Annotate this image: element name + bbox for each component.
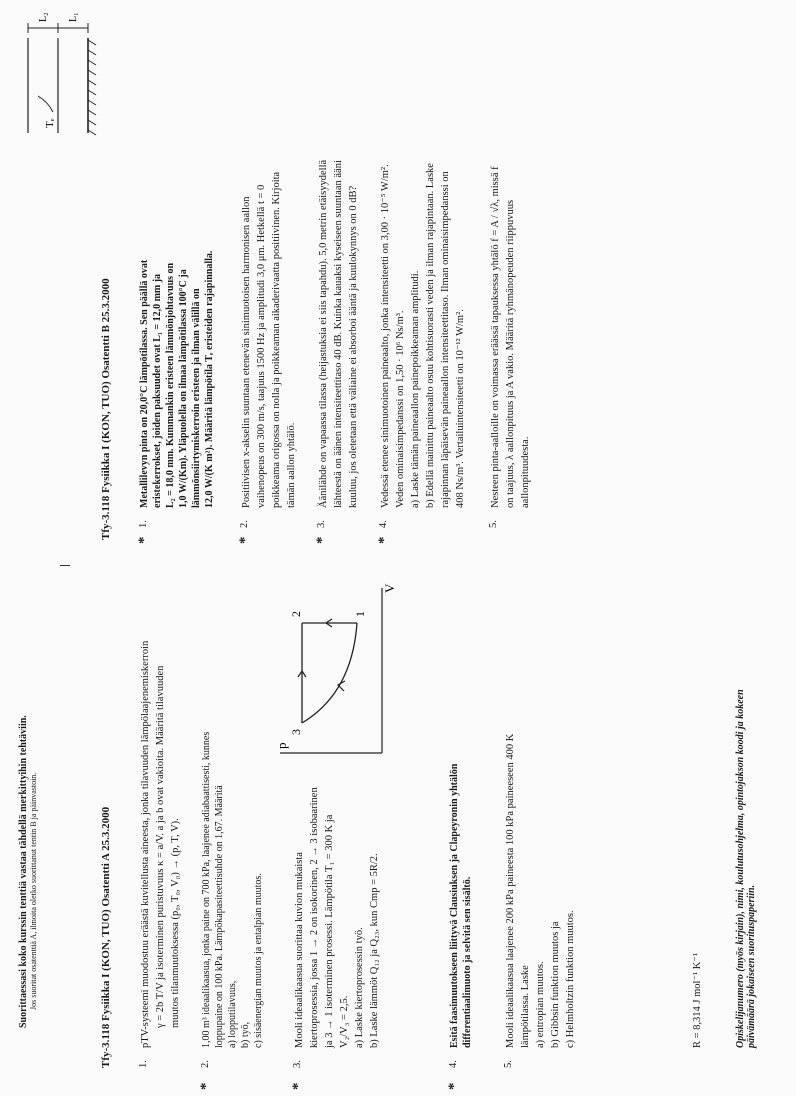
b-q3-line: kuuluu, jos oletetaan että väliaine ei absorboi ääntä ja kuulokynnys on 0 dB? bbox=[348, 185, 359, 508]
b-q1-line: L₂ = 18,0 mm. Kummankin eristeen lämmönjohtavuus on bbox=[165, 262, 176, 508]
b-q2-line: vaihenopeus on 300 m/s, taajuus 1500 Hz ja amplitudi 3,0 μm. Hetkellä t = 0 bbox=[256, 184, 267, 508]
q2-line: c) sisäenergian muutos ja entalpian muutos. bbox=[253, 873, 264, 1048]
q1-line: γ = 2b T/V ja isoterminen puristuvuus κ = a/V. a ja b ovat vakioita. Määritä tilavuuden bbox=[155, 665, 166, 1028]
star-marker: * bbox=[237, 536, 253, 544]
q5-line: b) Gibbsin funktion muutos ja bbox=[550, 921, 561, 1048]
point-2-label: 2 bbox=[289, 611, 303, 617]
b-q1-line: lämmönsiirtymiskerroin eristeen ja ilman välillä on bbox=[191, 288, 202, 508]
question-number: 1. bbox=[138, 520, 149, 528]
q2-line: b) työ, bbox=[240, 1021, 251, 1048]
q5-line: Mooli ideaalikaasua laajenee 200 kPa paineesta 100 kPa paineeseen 400 K bbox=[505, 733, 516, 1048]
star-marker: * bbox=[314, 536, 330, 544]
pv-diagram bbox=[272, 578, 397, 763]
notice bbox=[18, 715, 38, 1028]
q3-line: Mooli ideaalikaasua suorittaa kuvion mukaista bbox=[294, 852, 305, 1048]
notice-line-2: Jos suoritat osatenttiä A, ilmoita oletko suorittanut tentin B ja päinvastoin. bbox=[29, 772, 38, 1010]
question-number: 5. bbox=[503, 1060, 514, 1068]
question-number: 3. bbox=[292, 1060, 303, 1068]
b-q1-line: Metallilevyn pinta on 20,0°C lämpötilassa. Sen päällä ovat bbox=[139, 259, 150, 508]
b-q4-line: a) Laske tämän paineaallon painepoikkeaman amplitudi. bbox=[410, 270, 421, 508]
b-q2-line: Positiivisen x-akselin suuntaan etenevän sinimuotoisen harmonisen aallon bbox=[241, 196, 252, 508]
star-marker: * bbox=[136, 536, 152, 544]
question-number: 1. bbox=[138, 1060, 149, 1068]
te-arrow bbox=[38, 96, 53, 112]
q5-line: lämpötilassa. Laske bbox=[520, 965, 531, 1048]
star-marker: * bbox=[446, 1082, 462, 1090]
q1-line: pTV-systeemi muodostuu eräästä kuvitellusta aineesta, jonka tilavuuden lämpölaajenemiskerroin bbox=[140, 640, 151, 1048]
exam-a-footer bbox=[735, 568, 757, 1048]
star-marker: * bbox=[290, 1082, 306, 1090]
divider bbox=[60, 565, 70, 566]
point-3-label: 3 bbox=[289, 729, 303, 735]
gas-constant: R = 8,314 J mol⁻¹ K⁻¹ bbox=[692, 952, 703, 1048]
star-marker: * bbox=[376, 536, 392, 544]
question-number: 5. bbox=[488, 520, 499, 528]
p-axis-label: p bbox=[274, 742, 289, 749]
b-q5-line: Nesteen pinta-aalloille on voimassa eräässä tapauksessa yhtälö f = A / √λ, missä f bbox=[490, 166, 501, 508]
point-1-label: 1 bbox=[353, 611, 367, 617]
q2-line: a) lopputilavuus, bbox=[227, 980, 238, 1048]
b-q1-line: 1,0 W/(Km). Yläpuolella on ilmaa lämpötilassa 100°C ja bbox=[178, 269, 189, 508]
l1-label: L₁ bbox=[68, 12, 79, 22]
v-axis-label: V bbox=[382, 583, 397, 593]
star-marker: * bbox=[198, 1082, 214, 1090]
b-q3-line: lähteestä on äänen intensiteettitaso 40 dB. Kuinka kauaksi kyseiseen suuntaan ääni bbox=[333, 160, 344, 508]
b-q3-line: Äänilähde on vapaassa tilassa (heijastuksia ei siis tapahdu). 5,0 metrin etäisyydellä bbox=[318, 159, 329, 508]
te-label: Tₑ bbox=[44, 118, 56, 128]
footer-line: Opiskelijanumero (myös kirjain), nimi, koulutusohjelma, opintojakson koodi ja kokeen bbox=[735, 689, 746, 1048]
q5-line: a) entropian muutos. bbox=[535, 961, 546, 1048]
question-number: 4. bbox=[378, 520, 389, 528]
question-number: 2. bbox=[200, 1060, 211, 1068]
q3-line: b) Laske lämmöt Q₁₂ ja Q₂₃, kun Cmp = 5R/2. bbox=[369, 853, 380, 1048]
q4-line: Esitä faasimuutokseen liittyvä Clausiuksen ja Clapeyronin yhtälön bbox=[449, 763, 460, 1048]
q5-line: c) Helmholtzin funktion muutos. bbox=[565, 910, 576, 1048]
b-q5-line: aallonpituudesta. bbox=[520, 436, 531, 508]
q3-line: a) Laske kiertoprosessin työ. bbox=[354, 927, 365, 1048]
exam-b-title: Tfy-3.118 Fysiikka I (KON, TUO) Osatentti B 25.3.2000 bbox=[100, 278, 112, 540]
arrow-3-1 bbox=[338, 681, 345, 691]
notice-line-1: Suorittaessasi koko kurssin tenttiä vastaa tähdellä merkittyihin tehtäviin. bbox=[18, 715, 29, 1028]
b-q5-line: on taajuus, λ aallonpituus ja A vakio. Määritä ryhmänopeuden riippuvuus bbox=[505, 199, 516, 508]
l2-label: L₂ bbox=[38, 12, 49, 22]
b-q2-line: poikkeama origossa on nolla ja poikkeaman aikaderivaatta positiivinen. Kirjoita bbox=[271, 171, 282, 508]
q3-line: V₂/V₃ = 2,5. bbox=[339, 995, 350, 1048]
b-q4-line: Vedessä etenee sinimuotoinen paineaalto, jonka intensiteetti on 3,00 · 10⁻⁵ W/m². bbox=[380, 164, 391, 508]
q3-line: ja 3 → 1 isoterminen prosessi. Lämpötila T₁ = 300 K ja bbox=[324, 814, 335, 1048]
q4-line: differentiaalimuoto ja selvitä sen sisältö. bbox=[462, 876, 473, 1048]
question-number: 4. bbox=[448, 1060, 459, 1068]
plate-hatching bbox=[88, 40, 96, 135]
isotherm-3-1 bbox=[302, 623, 357, 723]
b-q4-line: 408 Ns/m³. Vertailuintensiteetti on 10⁻¹² W/m². bbox=[455, 309, 466, 508]
b-q1-line: eristekerrokset, joiden paksuudet ovat L₁ = 12,0 mm ja bbox=[152, 273, 163, 508]
exam-a-title: Tfy-3.118 Fysiikka I (KON, TUO) Osatentti A 25.3.2000 bbox=[100, 806, 112, 1068]
b-q4-line: b) Edellä mainittu paineaalto osuu kohtisuorasti veden ja ilman rajapintaan. Laske bbox=[425, 163, 436, 508]
footer-line: päivämäärä jokaiseen suorituspaperiin. bbox=[746, 884, 757, 1048]
question-number: 2. bbox=[239, 520, 250, 528]
q3-line: kiertoprosessia, jossa 1 → 2 on isokorinen, 2 → 3 isobaarinen bbox=[309, 787, 320, 1048]
b-q2-line: tämän aallon yhtälö. bbox=[286, 422, 297, 508]
q1-line: muutos tilanmuutoksessa (p₀, T₀, V₀) → (p, T, V). bbox=[170, 818, 181, 1028]
question-number: 3. bbox=[316, 520, 327, 528]
b-q4-line: rajapinnan läpäisevän paineaallon intensiteettitaso. Ilman ominaisimpedanssi on bbox=[440, 171, 451, 508]
b-q4-line: Veden ominaisimpedanssi on 1,50 · 10⁶ Ns/m³. bbox=[395, 310, 406, 508]
b-q1-line: 12,0 W/(K m²). Määritä lämpötila Tₑ eristeiden rajapinnalla. bbox=[204, 250, 215, 508]
q2-line: loppupaine on 100 kPa. Lämpökapasiteettisuhde on 1,67. Määritä bbox=[214, 785, 225, 1048]
insulation-figure bbox=[8, 8, 103, 138]
q2-line: 1,00 m³ ideaalikaasua, jonka paine on 700 kPa, laajenee adiabaattisesti, kunnes bbox=[201, 731, 212, 1048]
